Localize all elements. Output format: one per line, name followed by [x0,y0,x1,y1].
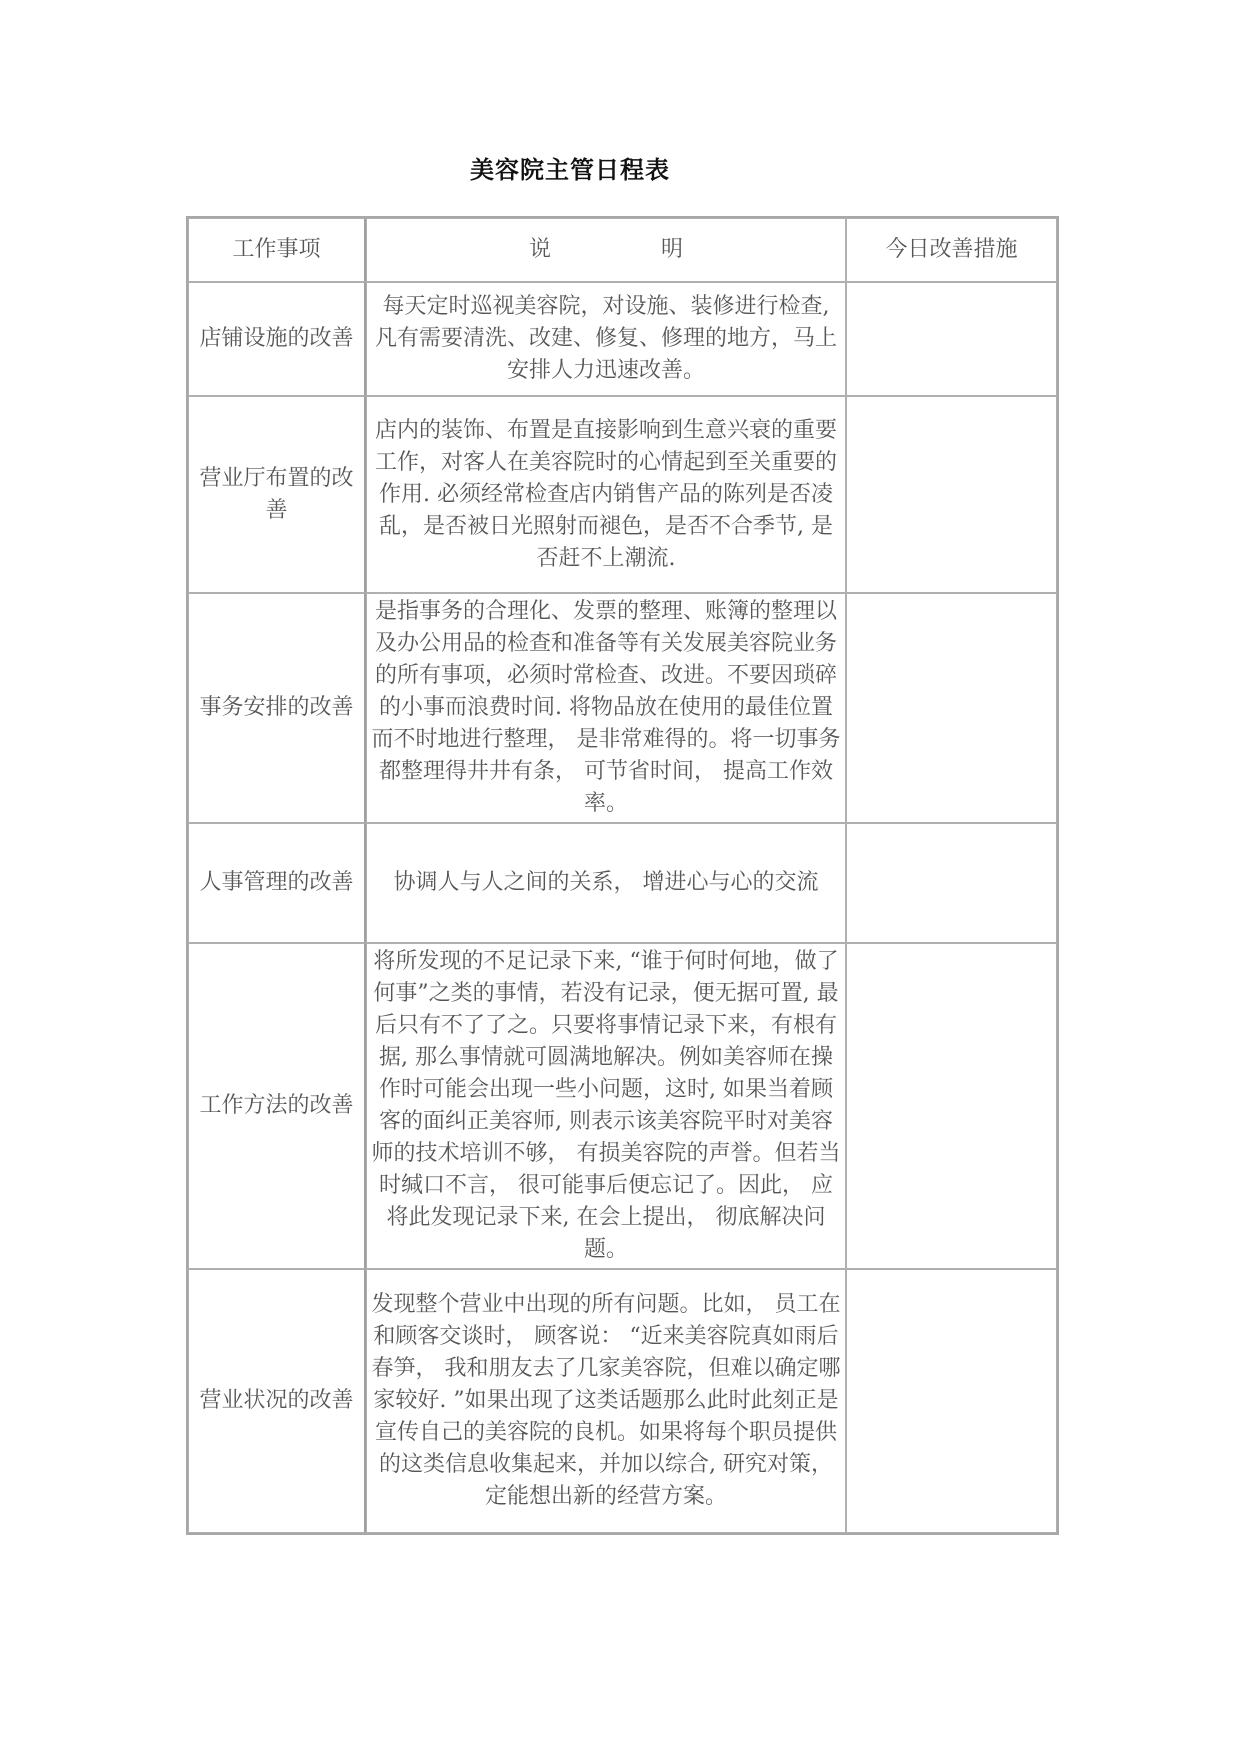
schedule-table [186,216,1059,1535]
row-measures[interactable] [846,282,1057,396]
row-measures[interactable] [846,396,1057,593]
row-item: 事务安排的改善 [188,593,366,823]
row-item: 人事管理的改善 [188,823,366,943]
row-item: 工作方法的改善 [188,943,366,1269]
row-item: 营业厅布置的改善 [188,396,366,593]
header-measures: 今日改善措施 [846,218,1057,282]
row-measures[interactable] [846,943,1057,1269]
row-description: 发现整个营业中出现的所有问题。比如， 员工在和顾客交谈时， 顾客说： “近来美容院真如雨后春笋， 我和朋友去了几家美容院，但难以确定哪家较好. ”如果出现了这类话题那么此时此刻正是宣传自己的美容院的良机。如果将每个职员提供的这类信息收集起来，并加以综合, 研究对策， 定能想出新的经营方案。 [366,1269,846,1533]
table-row [188,396,1057,593]
row-measures[interactable] [846,593,1057,823]
table-header-row [188,218,1057,282]
row-description: 是指事务的合理化、发票的整理、账簿的整理以及办公用品的检查和准备等有关发展美容院业务的所有事项，必须时常检查、改进。不要因琐碎的小事而浪费时间. 将物品放在使用的最佳位置而不时地进行整理， 是非常难得的。将一切事务都整理得井井有条， 可节省时间， 提高工作效率。 [366,593,846,823]
row-item: 营业状况的改善 [188,1269,366,1533]
row-description: 每天定时巡视美容院，对设施、装修进行检查, 凡有需要清洗、改建、修复、修理的地方，马上安排人力迅速改善。 [366,282,846,396]
row-measures[interactable] [846,823,1057,943]
header-description-right: 明 [661,237,684,262]
row-item: 店铺设施的改善 [188,282,366,396]
table-row [188,282,1057,396]
row-description: 协调人与人之间的关系， 增进心与心的交流 [366,823,846,943]
row-description: 店内的装饰、布置是直接影响到生意兴衰的重要工作，对客人在美容院时的心情起到至关重要的作用. 必须经常检查店内销售产品的陈列是否凌乱，是否被日光照射而褪色，是否不合季节, 是否赶不上潮流. [366,396,846,593]
table-row [188,593,1057,823]
row-description: 将所发现的不足记录下来, “谁于何时何地，做了何事”之类的事情，若没有记录，便无据可置, 最后只有不了了之。只要将事情记录下来，有根有据, 那么事情就可圆满地解决。例如美容师在操作时可能会出现一些小问题，这时, 如果当着顾客的面纠正美容师, 则表示该美容院平时对美容师的技术培训不够， 有损美容院的声誉。但若当时缄口不言， 很可能事后便忘记了。因此， 应将此发现记录下来, 在会上提出， 彻底解决问题。 [366,943,846,1269]
row-measures[interactable] [846,1269,1057,1533]
header-description-left: 说 [528,237,551,262]
table-row [188,1269,1057,1533]
table-row [188,943,1057,1269]
table-row [188,823,1057,943]
page-title: 美容院主管日程表 [470,156,670,184]
header-description [366,218,846,282]
header-item: 工作事项 [188,218,366,282]
